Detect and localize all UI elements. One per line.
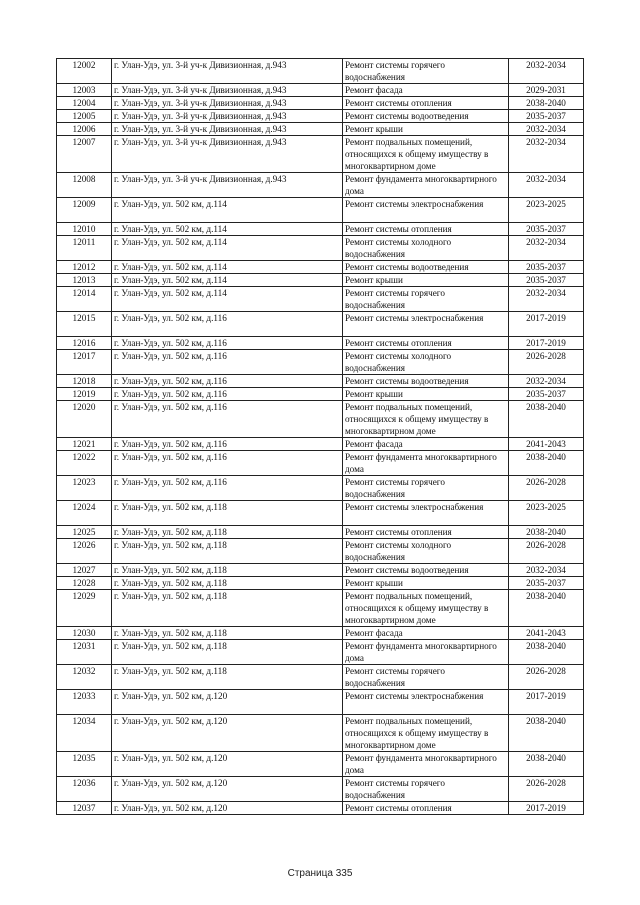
period-cell: 2032-2034 <box>509 59 584 84</box>
work-type-cell: Ремонт подвальных помещений, относящихся к общему имуществу в многоквартирном доме <box>343 401 509 438</box>
address-cell: г. Улан-Удэ, ул. 3-й уч-к Дивизионная, д.943 <box>112 84 343 97</box>
address-cell: г. Улан-Удэ, ул. 502 км, д.116 <box>112 337 343 350</box>
address-cell: г. Улан-Удэ, ул. 502 км, д.114 <box>112 274 343 287</box>
row-id-cell: 12027 <box>57 564 112 577</box>
table-body <box>57 59 584 815</box>
work-type-cell: Ремонт подвальных помещений, относящихся к общему имуществу в многоквартирном доме <box>343 715 509 752</box>
period-cell: 2038-2040 <box>509 715 584 752</box>
table-row <box>57 715 584 752</box>
work-type-cell: Ремонт системы электроснабжения <box>343 501 509 526</box>
work-type-cell: Ремонт системы водоотведения <box>343 564 509 577</box>
table-row <box>57 84 584 97</box>
work-type-cell: Ремонт системы холодного водоснабжения <box>343 539 509 564</box>
table-row <box>57 438 584 451</box>
period-cell: 2017-2019 <box>509 802 584 815</box>
work-type-cell: Ремонт фундамента многоквартирного дома <box>343 173 509 198</box>
work-type-cell: Ремонт системы электроснабжения <box>343 312 509 337</box>
work-type-cell: Ремонт системы отопления <box>343 802 509 815</box>
period-cell: 2026-2028 <box>509 539 584 564</box>
table-row <box>57 173 584 198</box>
table-row <box>57 476 584 501</box>
address-cell: г. Улан-Удэ, ул. 502 км, д.116 <box>112 401 343 438</box>
address-cell: г. Улан-Удэ, ул. 502 км, д.116 <box>112 451 343 476</box>
address-cell: г. Улан-Удэ, ул. 502 км, д.118 <box>112 564 343 577</box>
row-id-cell: 12014 <box>57 287 112 312</box>
address-cell: г. Улан-Удэ, ул. 502 км, д.120 <box>112 752 343 777</box>
period-cell: 2017-2019 <box>509 690 584 715</box>
address-cell: г. Улан-Удэ, ул. 502 км, д.114 <box>112 287 343 312</box>
period-cell: 2038-2040 <box>509 451 584 476</box>
table-row <box>57 627 584 640</box>
row-id-cell: 12032 <box>57 665 112 690</box>
period-cell: 2032-2034 <box>509 173 584 198</box>
work-type-cell: Ремонт системы водоотведения <box>343 110 509 123</box>
period-cell: 2032-2034 <box>509 136 584 173</box>
period-cell: 2038-2040 <box>509 526 584 539</box>
address-cell: г. Улан-Удэ, ул. 3-й уч-к Дивизионная, д.943 <box>112 59 343 84</box>
table-row <box>57 451 584 476</box>
address-cell: г. Улан-Удэ, ул. 502 км, д.116 <box>112 375 343 388</box>
table-row <box>57 350 584 375</box>
row-id-cell: 12033 <box>57 690 112 715</box>
table-row <box>57 564 584 577</box>
table-row <box>57 388 584 401</box>
address-cell: г. Улан-Удэ, ул. 502 км, д.116 <box>112 476 343 501</box>
period-cell: 2038-2040 <box>509 97 584 110</box>
address-cell: г. Улан-Удэ, ул. 502 км, д.118 <box>112 590 343 627</box>
address-cell: г. Улан-Удэ, ул. 502 км, д.118 <box>112 539 343 564</box>
address-cell: г. Улан-Удэ, ул. 502 км, д.118 <box>112 665 343 690</box>
row-id-cell: 12029 <box>57 590 112 627</box>
period-cell: 2032-2034 <box>509 236 584 261</box>
address-cell: г. Улан-Удэ, ул. 502 км, д.118 <box>112 627 343 640</box>
period-cell: 2041-2043 <box>509 627 584 640</box>
work-type-cell: Ремонт подвальных помещений, относящихся к общему имуществу в многоквартирном доме <box>343 136 509 173</box>
period-cell: 2026-2028 <box>509 476 584 501</box>
work-type-cell: Ремонт системы холодного водоснабжения <box>343 350 509 375</box>
table-row <box>57 539 584 564</box>
period-cell: 2041-2043 <box>509 438 584 451</box>
work-type-cell: Ремонт системы электроснабжения <box>343 690 509 715</box>
address-cell: г. Улан-Удэ, ул. 502 км, д.118 <box>112 577 343 590</box>
address-cell: г. Улан-Удэ, ул. 502 км, д.114 <box>112 261 343 274</box>
row-id-cell: 12035 <box>57 752 112 777</box>
work-type-cell: Ремонт системы отопления <box>343 223 509 236</box>
address-cell: г. Улан-Удэ, ул. 3-й уч-к Дивизионная, д.943 <box>112 136 343 173</box>
address-cell: г. Улан-Удэ, ул. 3-й уч-к Дивизионная, д.943 <box>112 97 343 110</box>
address-cell: г. Улан-Удэ, ул. 502 км, д.114 <box>112 236 343 261</box>
period-cell: 2038-2040 <box>509 590 584 627</box>
address-cell: г. Улан-Удэ, ул. 502 км, д.116 <box>112 438 343 451</box>
address-cell: г. Улан-Удэ, ул. 502 км, д.120 <box>112 715 343 752</box>
period-cell: 2035-2037 <box>509 388 584 401</box>
row-id-cell: 12037 <box>57 802 112 815</box>
table-row <box>57 802 584 815</box>
work-type-cell: Ремонт фундамента многоквартирного дома <box>343 752 509 777</box>
table-row <box>57 590 584 627</box>
address-cell: г. Улан-Удэ, ул. 3-й уч-к Дивизионная, д.943 <box>112 123 343 136</box>
table-row <box>57 198 584 223</box>
table-row <box>57 97 584 110</box>
row-id-cell: 12010 <box>57 223 112 236</box>
table-row <box>57 526 584 539</box>
row-id-cell: 12019 <box>57 388 112 401</box>
work-type-cell: Ремонт системы водоотведения <box>343 261 509 274</box>
row-id-cell: 12006 <box>57 123 112 136</box>
period-cell: 2023-2025 <box>509 198 584 223</box>
row-id-cell: 12004 <box>57 97 112 110</box>
address-cell: г. Улан-Удэ, ул. 502 км, д.116 <box>112 350 343 375</box>
period-cell: 2017-2019 <box>509 337 584 350</box>
period-cell: 2023-2025 <box>509 501 584 526</box>
row-id-cell: 12015 <box>57 312 112 337</box>
repair-schedule-table <box>56 58 584 815</box>
row-id-cell: 12021 <box>57 438 112 451</box>
table-row <box>57 501 584 526</box>
work-type-cell: Ремонт системы горячего водоснабжения <box>343 476 509 501</box>
address-cell: г. Улан-Удэ, ул. 502 км, д.114 <box>112 198 343 223</box>
period-cell: 2035-2037 <box>509 274 584 287</box>
work-type-cell: Ремонт системы отопления <box>343 337 509 350</box>
work-type-cell: Ремонт системы горячего водоснабжения <box>343 665 509 690</box>
work-type-cell: Ремонт фундамента многоквартирного дома <box>343 451 509 476</box>
row-id-cell: 12017 <box>57 350 112 375</box>
period-cell: 2038-2040 <box>509 640 584 665</box>
row-id-cell: 12005 <box>57 110 112 123</box>
row-id-cell: 12011 <box>57 236 112 261</box>
row-id-cell: 12036 <box>57 777 112 802</box>
period-cell: 2032-2034 <box>509 564 584 577</box>
period-cell: 2038-2040 <box>509 401 584 438</box>
table-row <box>57 665 584 690</box>
address-cell: г. Улан-Удэ, ул. 502 км, д.120 <box>112 777 343 802</box>
page-number: Страница 335 <box>287 868 353 879</box>
address-cell: г. Улан-Удэ, ул. 3-й уч-к Дивизионная, д.943 <box>112 173 343 198</box>
period-cell: 2035-2037 <box>509 261 584 274</box>
address-cell: г. Улан-Удэ, ул. 502 км, д.114 <box>112 223 343 236</box>
period-cell: 2035-2037 <box>509 110 584 123</box>
table-row <box>57 223 584 236</box>
row-id-cell: 12025 <box>57 526 112 539</box>
row-id-cell: 12026 <box>57 539 112 564</box>
table-row <box>57 312 584 337</box>
table-row <box>57 401 584 438</box>
work-type-cell: Ремонт системы отопления <box>343 526 509 539</box>
address-cell: г. Улан-Удэ, ул. 502 км, д.120 <box>112 690 343 715</box>
table-row <box>57 236 584 261</box>
row-id-cell: 12024 <box>57 501 112 526</box>
period-cell: 2029-2031 <box>509 84 584 97</box>
address-cell: г. Улан-Удэ, ул. 3-й уч-к Дивизионная, д.943 <box>112 110 343 123</box>
period-cell: 2035-2037 <box>509 223 584 236</box>
row-id-cell: 12008 <box>57 173 112 198</box>
work-type-cell: Ремонт системы горячего водоснабжения <box>343 287 509 312</box>
work-type-cell: Ремонт фасада <box>343 438 509 451</box>
work-type-cell: Ремонт подвальных помещений, относящихся к общему имуществу в многоквартирном доме <box>343 590 509 627</box>
work-type-cell: Ремонт фасада <box>343 84 509 97</box>
work-type-cell: Ремонт системы горячего водоснабжения <box>343 777 509 802</box>
row-id-cell: 12020 <box>57 401 112 438</box>
table-row <box>57 287 584 312</box>
table-row <box>57 375 584 388</box>
row-id-cell: 12016 <box>57 337 112 350</box>
work-type-cell: Ремонт крыши <box>343 274 509 287</box>
row-id-cell: 12030 <box>57 627 112 640</box>
work-type-cell: Ремонт системы холодного водоснабжения <box>343 236 509 261</box>
table-row <box>57 261 584 274</box>
table-row <box>57 577 584 590</box>
address-cell: г. Улан-Удэ, ул. 502 км, д.116 <box>112 312 343 337</box>
work-type-cell: Ремонт крыши <box>343 577 509 590</box>
work-type-cell: Ремонт системы электроснабжения <box>343 198 509 223</box>
address-cell: г. Улан-Удэ, ул. 502 км, д.118 <box>112 640 343 665</box>
address-cell: г. Улан-Удэ, ул. 502 км, д.118 <box>112 501 343 526</box>
work-type-cell: Ремонт системы горячего водоснабжения <box>343 59 509 84</box>
row-id-cell: 12023 <box>57 476 112 501</box>
work-type-cell: Ремонт системы отопления <box>343 97 509 110</box>
period-cell: 2032-2034 <box>509 375 584 388</box>
row-id-cell: 12009 <box>57 198 112 223</box>
work-type-cell: Ремонт крыши <box>343 123 509 136</box>
row-id-cell: 12013 <box>57 274 112 287</box>
period-cell: 2032-2034 <box>509 287 584 312</box>
work-type-cell: Ремонт крыши <box>343 388 509 401</box>
period-cell: 2026-2028 <box>509 777 584 802</box>
table-row <box>57 752 584 777</box>
table-row <box>57 136 584 173</box>
period-cell: 2017-2019 <box>509 312 584 337</box>
row-id-cell: 12028 <box>57 577 112 590</box>
table-row <box>57 337 584 350</box>
address-cell: г. Улан-Удэ, ул. 502 км, д.118 <box>112 526 343 539</box>
row-id-cell: 12012 <box>57 261 112 274</box>
period-cell: 2035-2037 <box>509 577 584 590</box>
row-id-cell: 12031 <box>57 640 112 665</box>
address-cell: г. Улан-Удэ, ул. 502 км, д.116 <box>112 388 343 401</box>
table-row <box>57 274 584 287</box>
period-cell: 2038-2040 <box>509 752 584 777</box>
table-row <box>57 59 584 84</box>
address-cell: г. Улан-Удэ, ул. 502 км, д.120 <box>112 802 343 815</box>
period-cell: 2026-2028 <box>509 350 584 375</box>
table-row <box>57 110 584 123</box>
work-type-cell: Ремонт фасада <box>343 627 509 640</box>
row-id-cell: 12034 <box>57 715 112 752</box>
row-id-cell: 12002 <box>57 59 112 84</box>
table-row <box>57 777 584 802</box>
work-type-cell: Ремонт системы водоотведения <box>343 375 509 388</box>
work-type-cell: Ремонт фундамента многоквартирного дома <box>343 640 509 665</box>
row-id-cell: 12022 <box>57 451 112 476</box>
period-cell: 2026-2028 <box>509 665 584 690</box>
row-id-cell: 12018 <box>57 375 112 388</box>
table-row <box>57 640 584 665</box>
row-id-cell: 12003 <box>57 84 112 97</box>
row-id-cell: 12007 <box>57 136 112 173</box>
period-cell: 2032-2034 <box>509 123 584 136</box>
table-row <box>57 690 584 715</box>
table-row <box>57 123 584 136</box>
